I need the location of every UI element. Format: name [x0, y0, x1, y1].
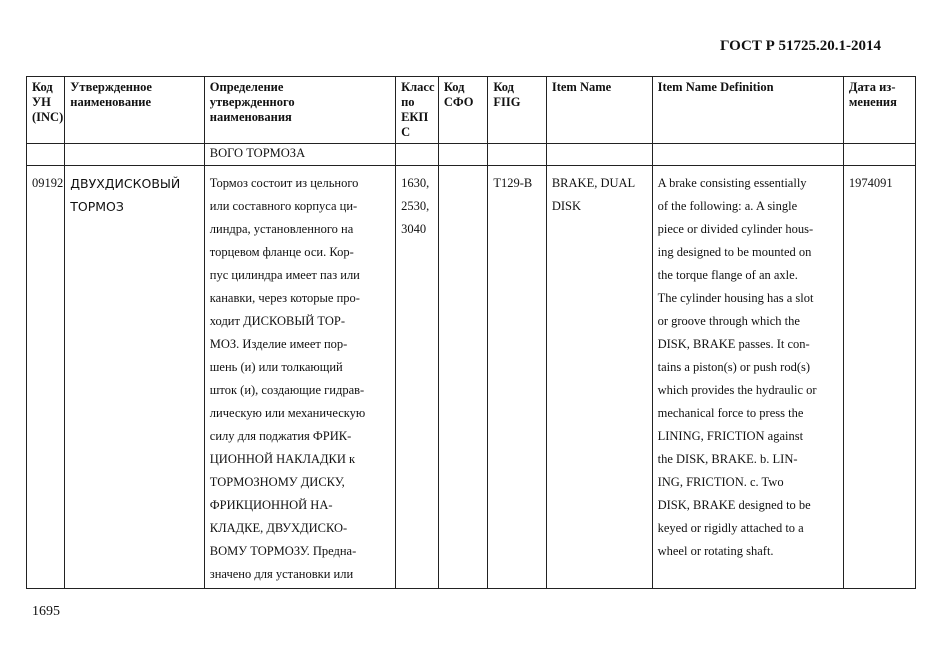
text-line: FIIG	[493, 95, 521, 109]
text-line: ВОМУ ТОРМОЗУ. Предна-	[209, 544, 357, 558]
text-line: (INC)	[32, 110, 64, 124]
text-line: ходит ДИСКОВЫЙ ТОР-	[209, 314, 346, 328]
cell-item-name	[546, 166, 652, 589]
text-line: Код	[32, 80, 53, 94]
col-header-definition	[204, 77, 395, 144]
text-line: по	[401, 95, 415, 109]
col-header-inc	[27, 77, 65, 144]
text-line: ing designed to be mounted on	[657, 245, 812, 259]
table-row	[27, 166, 916, 589]
text-line: tains a piston(s) or push rod(s)	[657, 360, 811, 374]
text-line: A brake consisting essentially	[657, 176, 807, 190]
catalog-table	[26, 76, 916, 589]
text-line: piece or divided cylinder hous-	[657, 222, 814, 236]
text-line: Дата из-	[848, 80, 896, 94]
text-line: or groove through which the	[657, 314, 800, 328]
col-header-fiig	[488, 77, 547, 144]
text-line: наименования	[209, 110, 292, 124]
col-header-item-name-definition	[652, 77, 843, 144]
text-line: ЦИОННОЙ НАКЛАДКИ к	[209, 452, 356, 466]
text-line: Item Name Definition	[657, 80, 774, 94]
text-line: КЛАДКЕ, ДВУХДИСКО-	[209, 521, 348, 535]
text-line: СФО	[443, 95, 474, 109]
cell-definition	[204, 166, 395, 589]
text-line: линдра, установленного на	[209, 222, 354, 236]
cell-inc: 09192	[27, 166, 65, 589]
text-line: DISK	[551, 199, 582, 213]
text-line: 2530,	[401, 199, 430, 213]
cell-approved-name	[65, 166, 205, 589]
continuation-row	[27, 144, 916, 166]
text-line: шень (и) или толкающий	[209, 360, 343, 374]
cell-ekps-class	[396, 166, 439, 589]
text-line: LINING, FRICTION against	[657, 429, 804, 443]
text-line: BRAKE, DUAL	[551, 176, 636, 190]
text-line: Утвержденное	[70, 80, 152, 94]
text-line: ДВУХДИСКОВЫЙ	[70, 176, 181, 191]
col-header-item-name	[546, 77, 652, 144]
text-line: ФРИКЦИОННОЙ НА-	[209, 498, 333, 512]
text-line: the torque flange of an axle.	[657, 268, 798, 282]
text-line: УН	[32, 95, 51, 109]
text-line: пус цилиндра имеет паз или	[209, 268, 360, 282]
text-line: Класс	[401, 80, 435, 94]
text-line: менения	[848, 95, 897, 109]
col-header-change-date	[843, 77, 915, 144]
text-line: 1630,	[401, 176, 430, 190]
text-line: DISK, BRAKE passes. It con-	[657, 337, 810, 351]
page-number: 1695	[32, 604, 60, 619]
text-line: mechanical force to press the	[657, 406, 804, 420]
cell-change-date: 1974091	[843, 166, 915, 589]
text-line: МОЗ. Изделие имеет пор-	[209, 337, 348, 351]
cell-item-name-definition	[652, 166, 843, 589]
header-row	[27, 77, 916, 144]
text-line: Item Name	[551, 80, 612, 94]
text-line: наименование	[70, 95, 152, 109]
cell-fiig: T129-B	[488, 166, 547, 589]
text-line: DISK, BRAKE designed to be	[657, 498, 811, 512]
text-line: торцевом фланце оси. Кор-	[209, 245, 354, 259]
text-line: С	[401, 125, 411, 139]
text-line: keyed or rigidly attached to a	[657, 521, 804, 535]
text-line: или составного корпуса ци-	[209, 199, 358, 213]
col-header-ekps-class	[396, 77, 439, 144]
text-line: лическую или механическую	[209, 406, 366, 420]
text-line: ING, FRICTION. c. Two	[657, 475, 784, 489]
cell-sfo	[438, 166, 488, 589]
text-line: значено для установки или	[209, 567, 354, 581]
text-line: шток (и), создающие гидрав-	[209, 383, 365, 397]
standard-number: ГОСТ Р 51725.20.1-2014	[720, 38, 882, 54]
text-line: the DISK, BRAKE. b. LIN-	[657, 452, 798, 466]
text-line: Код	[493, 80, 514, 94]
text-line: ТОРМОЗНОМУ ДИСКУ,	[209, 475, 345, 489]
text-line: of the following: a. A single	[657, 199, 798, 213]
text-line: Тормоз состоит из цельного	[209, 176, 359, 190]
text-line: канавки, через которые про-	[209, 291, 360, 305]
text-line: ЕКП	[401, 110, 429, 124]
text-line: Определение	[209, 80, 284, 94]
col-header-sfo	[438, 77, 488, 144]
text-line: утвержденного	[209, 95, 295, 109]
text-line: which provides the hydraulic or	[657, 383, 817, 397]
col-header-approved-name	[65, 77, 205, 144]
text-line: wheel or rotating shaft.	[657, 544, 774, 558]
continuation-text: ВОГО ТОРМОЗА	[204, 144, 395, 166]
text-line: Код	[443, 80, 465, 94]
text-line: ТОРМОЗ	[70, 199, 124, 214]
text-line: The cylinder housing has a slot	[657, 291, 814, 305]
text-line: силу для поджатия ФРИК-	[209, 429, 352, 443]
text-line: 3040	[401, 222, 427, 236]
